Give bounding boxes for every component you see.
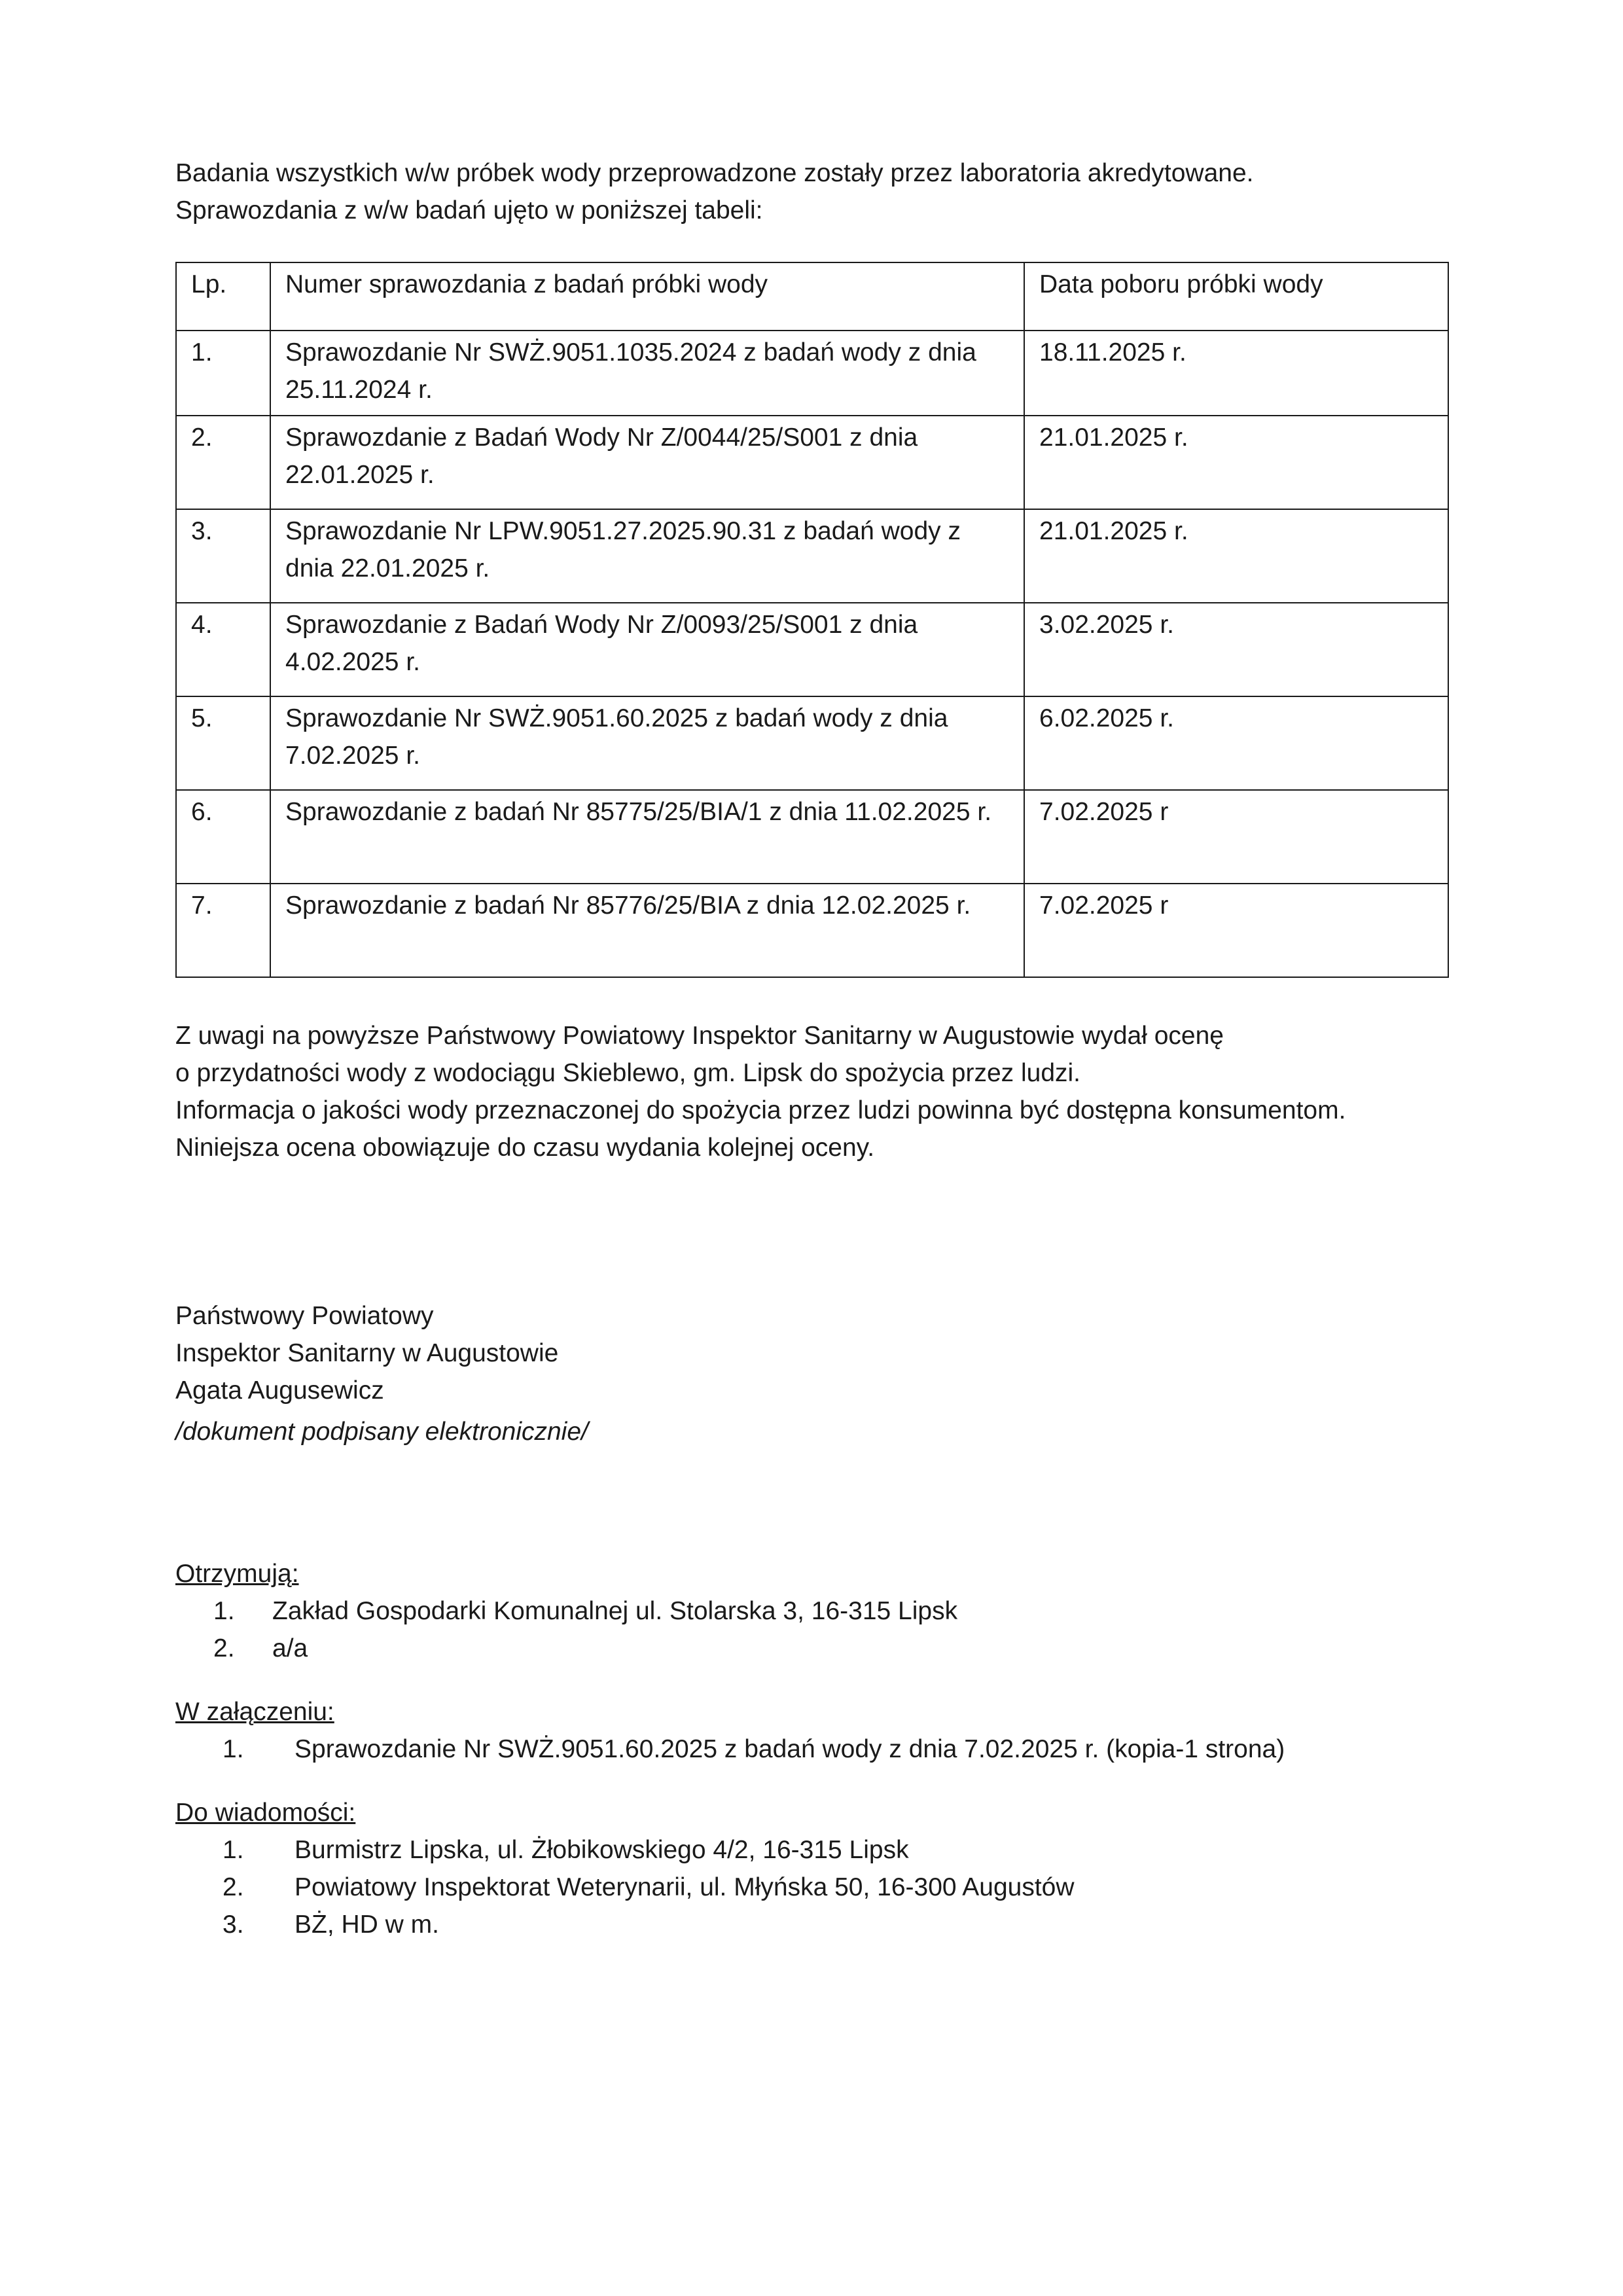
conclusion-line: o przydatności wody z wodociągu Skieblewo, gm. Lipsk do spożycia przez ludzi. — [175, 1059, 1081, 1087]
attachments-section — [175, 1693, 1448, 1768]
signature-title-line: Państwowy Powiatowy — [175, 1302, 434, 1330]
header-report-number: Numer sprawozdania z badań próbki wody — [270, 262, 1024, 331]
table-row — [176, 416, 1448, 509]
list-text: a/a — [272, 1634, 308, 1662]
table-header-row — [176, 262, 1448, 331]
cell-report: Sprawozdanie z Badań Wody Nr Z/0044/25/S001 z dnia 22.01.2025 r. — [270, 416, 1024, 509]
cell-report: Sprawozdanie Nr SWŻ.9051.1035.2024 z badań wody z dnia 25.11.2024 r. — [270, 331, 1024, 416]
list-number: 2. — [213, 1634, 235, 1662]
list-item — [175, 1906, 1448, 1943]
list-item — [175, 1869, 1448, 1906]
water-reports-table — [175, 262, 1449, 978]
cc-list — [175, 1831, 1448, 1943]
header-lp: Lp. — [176, 262, 270, 331]
electronic-signature-note: /dokument podpisany elektronicznie/ — [175, 1418, 588, 1446]
cell-report: Sprawozdanie z badań Nr 85775/25/BIA/1 z dnia 11.02.2025 r. — [270, 790, 1024, 884]
recipients-title: Otrzymują: — [175, 1560, 299, 1588]
cell-date: 7.02.2025 r — [1024, 790, 1448, 884]
cell-date: 21.01.2025 r. — [1024, 416, 1448, 509]
list-number: 1. — [223, 1735, 244, 1763]
list-text: Sprawozdanie Nr SWŻ.9051.60.2025 z badań wody z dnia 7.02.2025 r. (kopia-1 strona) — [294, 1735, 1285, 1763]
list-item — [175, 1731, 1448, 1768]
cell-report: Sprawozdanie Nr LPW.9051.27.2025.90.31 z badań wody z dnia 22.01.2025 r. — [270, 509, 1024, 603]
intro-paragraph — [175, 154, 1448, 229]
cc-section — [175, 1794, 1448, 1943]
table-row — [176, 509, 1448, 603]
cell-lp: 6. — [176, 790, 270, 884]
cell-lp: 5. — [176, 696, 270, 790]
signature-title-line: Inspektor Sanitarny w Augustowie — [175, 1339, 559, 1367]
table-row — [176, 331, 1448, 416]
recipients-section — [175, 1555, 1448, 1667]
list-number: 1. — [223, 1836, 244, 1864]
attachments-list — [175, 1731, 1448, 1768]
conclusion-line: Informacja o jakości wody przeznaczonej do spożycia przez ludzi powinna być dostępna konsumentom. — [175, 1096, 1346, 1124]
table-row — [176, 696, 1448, 790]
header-sample-date: Data poboru próbki wody — [1024, 262, 1448, 331]
list-number: 1. — [213, 1597, 235, 1625]
list-item — [175, 1831, 1448, 1869]
cell-lp: 7. — [176, 884, 270, 977]
cell-report: Sprawozdanie z badań Nr 85776/25/BIA z dnia 12.02.2025 r. — [270, 884, 1024, 977]
cc-title: Do wiadomości: — [175, 1799, 356, 1827]
list-text: Powiatowy Inspektorat Weterynarii, ul. Młyńska 50, 16-300 Augustów — [294, 1873, 1075, 1901]
cell-date: 21.01.2025 r. — [1024, 509, 1448, 603]
cell-lp: 3. — [176, 509, 270, 603]
table-row — [176, 603, 1448, 696]
list-text: Zakład Gospodarki Komunalnej ul. Stolarska 3, 16-315 Lipsk — [272, 1597, 958, 1625]
conclusion-paragraph — [175, 1017, 1448, 1166]
recipients-list — [175, 1592, 1448, 1667]
cell-date: 7.02.2025 r — [1024, 884, 1448, 977]
intro-line: Sprawozdania z w/w badań ujęto w poniższej tabeli: — [175, 196, 763, 224]
document-page — [175, 154, 1448, 1969]
cell-lp: 2. — [176, 416, 270, 509]
list-item — [175, 1592, 1448, 1630]
intro-line: Badania wszystkich w/w próbek wody przeprowadzone zostały przez laboratoria akredytowane. — [175, 159, 1254, 187]
signature-name: Agata Augusewicz — [175, 1376, 384, 1405]
cell-date: 3.02.2025 r. — [1024, 603, 1448, 696]
signature-block — [175, 1297, 1448, 1450]
table-row — [176, 790, 1448, 884]
list-text: Burmistrz Lipska, ul. Żłobikowskiego 4/2, 16-315 Lipsk — [294, 1836, 909, 1864]
conclusion-line: Niniejsza ocena obowiązuje do czasu wydania kolejnej oceny. — [175, 1134, 875, 1162]
cell-lp: 1. — [176, 331, 270, 416]
attachments-title: W załączeniu: — [175, 1698, 334, 1726]
cell-lp: 4. — [176, 603, 270, 696]
list-number: 3. — [223, 1910, 244, 1939]
cell-report: Sprawozdanie z Badań Wody Nr Z/0093/25/S001 z dnia 4.02.2025 r. — [270, 603, 1024, 696]
table-row — [176, 884, 1448, 977]
conclusion-line: Z uwagi na powyższe Państwowy Powiatowy Inspektor Sanitarny w Augustowie wydał ocenę — [175, 1022, 1224, 1050]
list-number: 2. — [223, 1873, 244, 1901]
cell-date: 6.02.2025 r. — [1024, 696, 1448, 790]
list-text: BŻ, HD w m. — [294, 1910, 439, 1939]
cell-report: Sprawozdanie Nr SWŻ.9051.60.2025 z badań wody z dnia 7.02.2025 r. — [270, 696, 1024, 790]
list-item — [175, 1630, 1448, 1667]
cell-date: 18.11.2025 r. — [1024, 331, 1448, 416]
